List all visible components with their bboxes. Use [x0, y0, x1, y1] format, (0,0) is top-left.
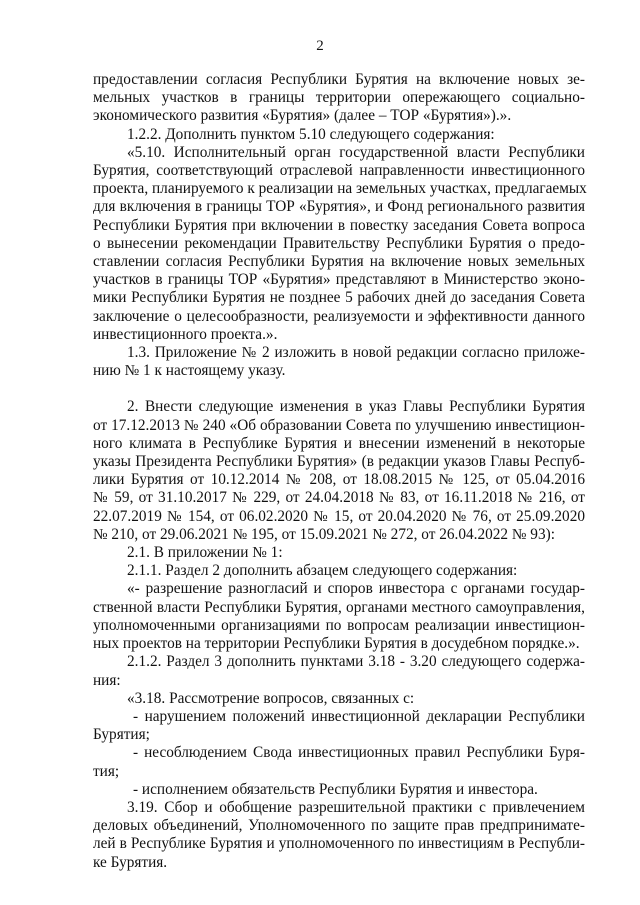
text-line: 2.1.2. Раздел 3 дополнить пунктами 3.18 - 3.20 следующего содержа-: [127, 653, 585, 671]
text-line: ного климата в Республике Бурятия и внесении изменений в некоторые: [93, 434, 585, 452]
text-line: 22.07.2019 № 154, от 06.02.2020 № 15, от 20.04.2020 № 76, от 25.09.2020: [93, 507, 585, 525]
text-line: проекта, планируемого к реализации на земельных участках, предлагаемых: [93, 180, 587, 198]
text-line: инвестиционного проекта.».: [93, 325, 278, 343]
text-line: уполномоченными организациями по вопросам реализации инвестицион-: [93, 616, 585, 634]
text-line: указы Президента Республики Бурятия» (в редакции указов Главы Респуб-: [93, 453, 585, 471]
text-line: ставлении согласия Республики Бурятия на включение новых земельных: [93, 253, 585, 271]
text-line: предоставлении согласия Республики Бурятия на включение новых зе-: [93, 71, 585, 88]
text-line: - исполнением обязательств Республики Бурятия и инвестора.: [133, 780, 538, 798]
text-line: «5.10. Исполнительный орган государственной власти Республики: [127, 143, 585, 161]
page-number: 2: [316, 38, 324, 54]
text-line: ственной власти Республики Бурятия, органами местного самоуправления,: [93, 598, 585, 616]
text-line: о вынесении рекомендации Правительству Республики Бурятия о предо-: [93, 234, 585, 252]
text-line: Республики Бурятия при включении в повестку заседания Совета вопроса: [93, 216, 585, 234]
text-line: для включения в границы ТОР «Бурятия», и Фонд регионального развития: [93, 198, 585, 216]
text-line: ке Бурятия.: [93, 853, 168, 871]
text-line: 3.19. Сбор и обобщение разрешительной практики с привлечением: [127, 798, 585, 816]
text-line: Бурятия;: [93, 726, 150, 744]
text-line: - несоблюдением Свода инвестиционных правил Республики Буря-: [133, 744, 585, 762]
text-line: 2. Внести следующие изменения в указ Главы Республики Бурятия: [127, 398, 585, 416]
text-line: 1.2.2. Дополнить пунктом 5.10 следующего содержания:: [127, 125, 495, 143]
text-line: ния:: [93, 671, 121, 689]
text-line: тия;: [93, 762, 120, 780]
text-line: 2.1. В приложении № 1:: [127, 544, 283, 562]
text-line: от 17.12.2013 № 240 «Об образовании Совета по улучшению инвестицион-: [93, 416, 585, 434]
text-line: «3.18. Рассмотрение вопросов, связанных с:: [127, 689, 415, 707]
text-line: № 210, от 29.06.2021 № 195, от 15.09.2021 № 272, от 26.04.2022 № 93):: [93, 525, 555, 543]
text-line: нию № 1 к настоящему указу.: [93, 362, 286, 380]
text-line: мельных участков в границы территории опережающего социально-: [93, 89, 585, 107]
text-line: 1.3. Приложение № 2 изложить в новой редакции согласно приложе-: [127, 344, 585, 362]
text-line: деловых объединений, Уполномоченного по защите прав предпринимате-: [93, 817, 585, 835]
text-line: заключение о целесообразности, реализуемости и эффективности данного: [93, 307, 585, 325]
paragraph-gap: [93, 380, 585, 398]
text-line: - нарушением положений инвестиционной декларации Республики: [133, 707, 585, 725]
text-line: ных проектов на территории Республики Бурятия в досудебном порядке.».: [93, 635, 580, 653]
text-line: 2.1.1. Раздел 2 дополнить абзацем следующего содержания:: [127, 562, 518, 580]
text-line: лей в Республике Бурятия и уполномоченного по инвестициям в Республи-: [93, 835, 585, 853]
text-line: Бурятия, соответствующий отраслевой направленности инвестиционного: [93, 162, 585, 180]
text-line: участков в границы ТОР «Бурятия» представляют в Министерство эконо-: [93, 271, 585, 289]
text-line: «- разрешение разногласий и споров инвестора с органами государ-: [127, 580, 585, 598]
text-line: лики Бурятия от 10.12.2014 № 208, от 18.08.2015 № 125, от 05.04.2016: [93, 471, 585, 489]
text-line: мики Республики Бурятия не позднее 5 рабочих дней до заседания Совета: [93, 289, 585, 307]
text-line: № 59, от 31.10.2017 № 229, от 24.04.2018 № 83, от 16.11.2018 № 216, от: [93, 489, 585, 507]
document-text: [93, 71, 585, 872]
text-line: экономического развития «Бурятия» (далее – ТОР «Бурятия»).».: [93, 107, 512, 125]
